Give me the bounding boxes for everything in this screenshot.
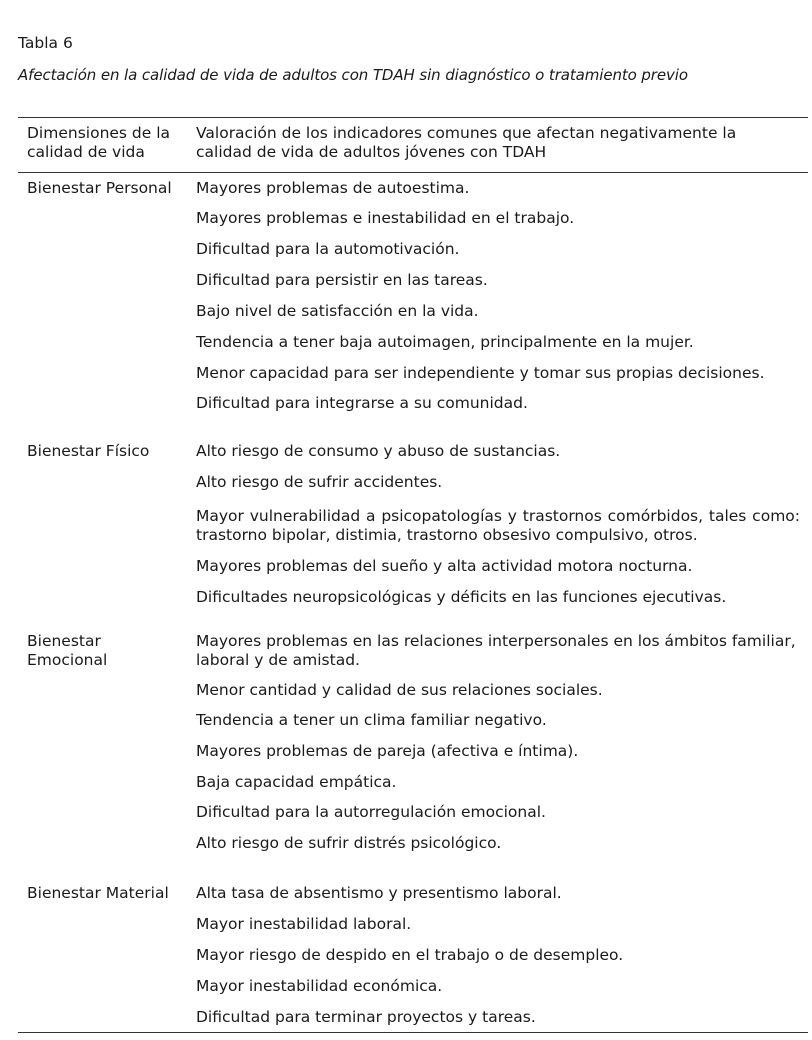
list-item: Mayor inestabilidad económica. — [196, 977, 443, 995]
list-item: Mayores problemas del sueño y alta actividad motora nocturna. — [196, 557, 693, 575]
list-item: Mayores problemas en las relaciones interpersonales en los ámbitos familiar, laboral y de amistad. — [196, 632, 796, 669]
table-bottom-rule — [18, 1032, 808, 1033]
list-item: Baja capacidad empática. — [196, 773, 397, 791]
table-label: Tabla 6 — [18, 34, 73, 52]
list-item: Mayor riesgo de despido en el trabajo o de desempleo. — [196, 946, 624, 964]
dimension-emocional: Bienestar Emocional — [27, 632, 108, 669]
list-item: Alto riesgo de sufrir distrés psicológico. — [196, 834, 502, 852]
list-item: Menor cantidad y calidad de sus relaciones sociales. — [196, 681, 603, 699]
list-item: Tendencia a tener un clima familiar negativo. — [196, 711, 547, 729]
header-dimension-column: Dimensiones de la calidad de vida — [27, 124, 171, 161]
list-item: Dificultad para la automotivación. — [196, 240, 460, 258]
list-item: Dificultad para integrarse a su comunidad. — [196, 394, 528, 412]
list-item: Mayor inestabilidad laboral. — [196, 915, 412, 933]
table-top-rule — [18, 117, 808, 118]
list-item: Dificultad para la autorregulación emocional. — [196, 803, 546, 821]
list-item: Alta tasa de absentismo y presentismo laboral. — [196, 884, 562, 902]
list-item: Bajo nivel de satisfacción en la vida. — [196, 302, 479, 320]
list-item: Tendencia a tener baja autoimagen, principalmente en la mujer. — [196, 333, 694, 351]
list-item: Dificultad para persistir en las tareas. — [196, 271, 488, 289]
list-item: Mayores problemas de pareja (afectiva e íntima). — [196, 742, 579, 760]
list-item: Alto riesgo de sufrir accidentes. — [196, 473, 443, 491]
dimension-material: Bienestar Material — [27, 884, 169, 902]
list-item: Dificultad para terminar proyectos y tareas. — [196, 1008, 536, 1026]
list-item: Mayores problemas de autoestima. — [196, 179, 470, 197]
list-item: Alto riesgo de consumo y abuso de sustancias. — [196, 442, 561, 460]
list-item: Menor capacidad para ser independiente y tomar sus propias decisiones. — [196, 364, 765, 382]
header-indicators-column: Valoración de los indicadores comunes que afectan negativamente la calidad de vida de adultos jóvenes con TDAH — [196, 124, 737, 161]
list-item: Mayor vulnerabilidad a psicopatologías y trastornos comórbidos, tales como: trastorno bipolar, distimia, trastorno obsesivo compulsivo, otros. — [196, 507, 800, 544]
table-title: Afectación en la calidad de vida de adultos con TDAH sin diagnóstico o tratamiento previo — [18, 66, 688, 84]
list-item: Dificultades neuropsicológicas y déficits en las funciones ejecutivas. — [196, 588, 727, 606]
dimension-personal: Bienestar Personal — [27, 179, 172, 197]
dimension-fisico: Bienestar Físico — [27, 442, 150, 460]
list-item: Mayores problemas e inestabilidad en el trabajo. — [196, 209, 575, 227]
table-header-rule — [18, 172, 808, 173]
